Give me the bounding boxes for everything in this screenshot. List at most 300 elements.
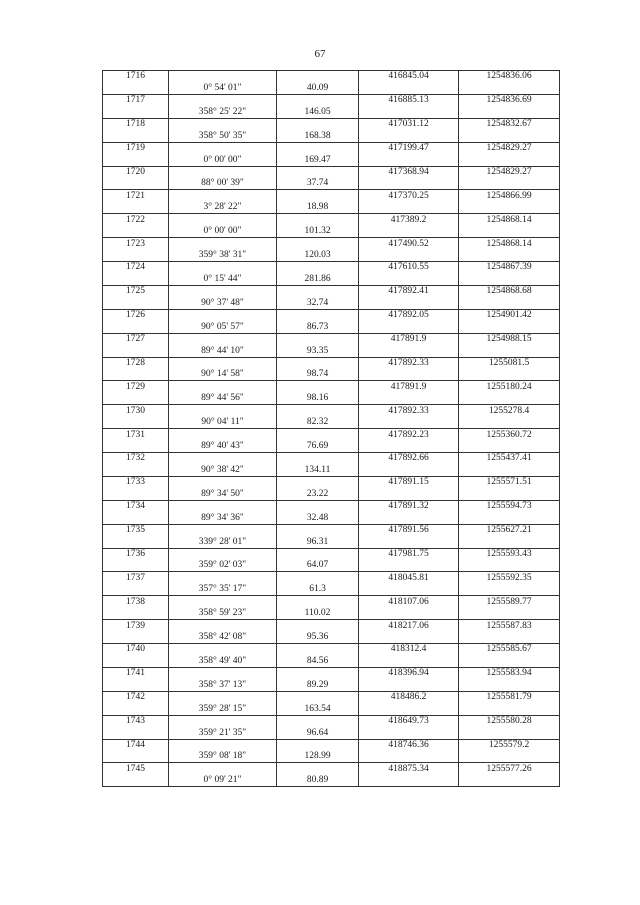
table-row <box>103 667 560 679</box>
empty-cell <box>277 190 359 202</box>
empty-cell <box>169 309 277 321</box>
x-coordinate-cell: 418312.4 <box>359 644 459 656</box>
empty-cell <box>103 226 169 238</box>
point-cell: 1722 <box>103 214 169 226</box>
empty-cell <box>277 381 359 393</box>
distance-cell: 128.99 <box>277 751 359 763</box>
empty-cell <box>103 488 169 500</box>
empty-cell <box>359 727 459 739</box>
empty-cell <box>459 584 560 596</box>
distance-cell: 134.11 <box>277 464 359 476</box>
table-row <box>103 691 560 703</box>
distance-cell: 281.86 <box>277 273 359 285</box>
empty-cell <box>359 321 459 333</box>
x-coordinate-cell: 418107.06 <box>359 596 459 608</box>
point-cell: 1744 <box>103 739 169 751</box>
empty-cell <box>277 309 359 321</box>
empty-cell <box>359 703 459 715</box>
empty-cell <box>169 476 277 488</box>
empty-cell <box>359 632 459 644</box>
empty-cell <box>103 679 169 691</box>
empty-cell <box>103 608 169 620</box>
bearing-cell: 359° 38' 31" <box>169 250 277 262</box>
x-coordinate-cell: 418746.36 <box>359 739 459 751</box>
table-row <box>103 512 560 524</box>
table-row <box>103 763 560 775</box>
empty-cell <box>359 250 459 262</box>
table-row <box>103 715 560 727</box>
bearing-cell: 89° 44' 10" <box>169 345 277 357</box>
table-row <box>103 417 560 429</box>
empty-cell <box>169 381 277 393</box>
empty-cell <box>459 703 560 715</box>
empty-cell <box>169 118 277 130</box>
empty-cell <box>277 739 359 751</box>
table-row <box>103 560 560 572</box>
bearing-cell: 90° 04' 11" <box>169 417 277 429</box>
x-coordinate-cell: 416885.13 <box>359 94 459 106</box>
y-coordinate-cell: 1255581.79 <box>459 691 560 703</box>
empty-cell <box>169 214 277 226</box>
y-coordinate-cell: 1254829.27 <box>459 166 560 178</box>
table-row <box>103 297 560 309</box>
table-row <box>103 285 560 297</box>
empty-cell <box>103 464 169 476</box>
table-row <box>103 82 560 94</box>
y-coordinate-cell: 1254868.14 <box>459 214 560 226</box>
empty-cell <box>103 345 169 357</box>
point-cell: 1736 <box>103 548 169 560</box>
x-coordinate-cell: 417891.9 <box>359 381 459 393</box>
empty-cell <box>103 178 169 190</box>
y-coordinate-cell: 1254836.69 <box>459 94 560 106</box>
distance-cell: 84.56 <box>277 655 359 667</box>
bearing-cell: 90° 38' 42" <box>169 464 277 476</box>
table-row <box>103 429 560 441</box>
point-cell: 1740 <box>103 644 169 656</box>
y-coordinate-cell: 1254867.39 <box>459 262 560 274</box>
empty-cell <box>459 441 560 453</box>
table-row <box>103 345 560 357</box>
y-coordinate-cell: 1255587.83 <box>459 620 560 632</box>
bearing-cell: 358° 42' 08" <box>169 632 277 644</box>
empty-cell <box>103 106 169 118</box>
empty-cell <box>277 285 359 297</box>
distance-cell: 80.89 <box>277 775 359 787</box>
empty-cell <box>103 130 169 142</box>
empty-cell <box>277 71 359 83</box>
empty-cell <box>359 751 459 763</box>
empty-cell <box>103 703 169 715</box>
empty-cell <box>359 464 459 476</box>
x-coordinate-cell: 417610.55 <box>359 262 459 274</box>
empty-cell <box>459 178 560 190</box>
point-cell: 1718 <box>103 118 169 130</box>
empty-cell <box>277 94 359 106</box>
table-row <box>103 190 560 202</box>
table-row <box>103 453 560 465</box>
empty-cell <box>169 548 277 560</box>
bearing-cell: 89° 34' 36" <box>169 512 277 524</box>
distance-cell: 146.05 <box>277 106 359 118</box>
empty-cell <box>359 584 459 596</box>
empty-cell <box>169 691 277 703</box>
empty-cell <box>169 620 277 632</box>
empty-cell <box>359 226 459 238</box>
bearing-cell: 3° 28' 22" <box>169 202 277 214</box>
y-coordinate-cell: 1254832.67 <box>459 118 560 130</box>
point-cell: 1731 <box>103 429 169 441</box>
empty-cell <box>359 154 459 166</box>
bearing-cell: 90° 37' 48" <box>169 297 277 309</box>
y-coordinate-cell: 1255571.51 <box>459 476 560 488</box>
empty-cell <box>103 632 169 644</box>
empty-cell <box>459 250 560 262</box>
y-coordinate-cell: 1255081.5 <box>459 357 560 369</box>
x-coordinate-cell: 417891.32 <box>359 500 459 512</box>
empty-cell <box>459 512 560 524</box>
y-coordinate-cell: 1255579.2 <box>459 739 560 751</box>
bearing-cell: 90° 05' 57" <box>169 321 277 333</box>
empty-cell <box>103 82 169 94</box>
table-row <box>103 679 560 691</box>
table-row <box>103 739 560 751</box>
table-row <box>103 94 560 106</box>
empty-cell <box>359 369 459 381</box>
empty-cell <box>459 608 560 620</box>
empty-cell <box>103 250 169 262</box>
empty-cell <box>103 512 169 524</box>
y-coordinate-cell: 1255180.24 <box>459 381 560 393</box>
y-coordinate-cell: 1255589.77 <box>459 596 560 608</box>
empty-cell <box>359 106 459 118</box>
empty-cell <box>277 691 359 703</box>
empty-cell <box>359 202 459 214</box>
distance-cell: 32.74 <box>277 297 359 309</box>
empty-cell <box>359 775 459 787</box>
x-coordinate-cell: 417892.33 <box>359 405 459 417</box>
bearing-cell: 359° 28' 15" <box>169 703 277 715</box>
bearing-cell: 358° 37' 13" <box>169 679 277 691</box>
empty-cell <box>169 429 277 441</box>
y-coordinate-cell: 1255594.73 <box>459 500 560 512</box>
empty-cell <box>103 441 169 453</box>
point-cell: 1730 <box>103 405 169 417</box>
empty-cell <box>359 82 459 94</box>
distance-cell: 40.09 <box>277 82 359 94</box>
empty-cell <box>277 572 359 584</box>
y-coordinate-cell: 1255593.43 <box>459 548 560 560</box>
empty-cell <box>277 715 359 727</box>
empty-cell <box>277 238 359 250</box>
y-coordinate-cell: 1254836.06 <box>459 71 560 83</box>
point-cell: 1741 <box>103 667 169 679</box>
empty-cell <box>459 560 560 572</box>
empty-cell <box>103 369 169 381</box>
empty-cell <box>169 596 277 608</box>
table-row <box>103 226 560 238</box>
point-cell: 1742 <box>103 691 169 703</box>
distance-cell: 101.32 <box>277 226 359 238</box>
empty-cell <box>359 536 459 548</box>
table-row <box>103 632 560 644</box>
bearing-cell: 339° 28' 01" <box>169 536 277 548</box>
x-coordinate-cell: 417368.94 <box>359 166 459 178</box>
empty-cell <box>459 393 560 405</box>
table-row <box>103 476 560 488</box>
empty-cell <box>359 560 459 572</box>
point-cell: 1733 <box>103 476 169 488</box>
empty-cell <box>277 548 359 560</box>
empty-cell <box>103 727 169 739</box>
table-row <box>103 309 560 321</box>
table-row <box>103 130 560 142</box>
empty-cell <box>169 285 277 297</box>
distance-cell: 98.74 <box>277 369 359 381</box>
empty-cell <box>459 130 560 142</box>
empty-cell <box>277 500 359 512</box>
table-row <box>103 333 560 345</box>
table-row <box>103 154 560 166</box>
empty-cell <box>103 297 169 309</box>
empty-cell <box>169 405 277 417</box>
y-coordinate-cell: 1254866.99 <box>459 190 560 202</box>
empty-cell <box>459 751 560 763</box>
bearing-cell: 0° 15' 44" <box>169 273 277 285</box>
bearing-cell: 90° 14' 58" <box>169 369 277 381</box>
empty-cell <box>459 226 560 238</box>
empty-cell <box>169 142 277 154</box>
empty-cell <box>359 441 459 453</box>
table-row <box>103 655 560 667</box>
table-row <box>103 596 560 608</box>
point-cell: 1723 <box>103 238 169 250</box>
distance-cell: 120.03 <box>277 250 359 262</box>
point-cell: 1745 <box>103 763 169 775</box>
empty-cell <box>459 655 560 667</box>
y-coordinate-cell: 1255577.26 <box>459 763 560 775</box>
table-row <box>103 178 560 190</box>
table-row <box>103 644 560 656</box>
table-row <box>103 524 560 536</box>
empty-cell <box>169 238 277 250</box>
table-row <box>103 441 560 453</box>
empty-cell <box>277 262 359 274</box>
empty-cell <box>169 500 277 512</box>
empty-cell <box>169 166 277 178</box>
empty-cell <box>459 632 560 644</box>
empty-cell <box>169 667 277 679</box>
empty-cell <box>459 154 560 166</box>
point-cell: 1716 <box>103 71 169 83</box>
bearing-cell: 358° 59' 23" <box>169 608 277 620</box>
point-cell: 1735 <box>103 524 169 536</box>
y-coordinate-cell: 1255592.35 <box>459 572 560 584</box>
y-coordinate-cell: 1254829.27 <box>459 142 560 154</box>
empty-cell <box>277 166 359 178</box>
empty-cell <box>359 345 459 357</box>
x-coordinate-cell: 417892.33 <box>359 357 459 369</box>
x-coordinate-cell: 418045.81 <box>359 572 459 584</box>
distance-cell: 37.74 <box>277 178 359 190</box>
table-row <box>103 106 560 118</box>
distance-cell: 89.29 <box>277 679 359 691</box>
empty-cell <box>459 106 560 118</box>
table-row <box>103 727 560 739</box>
empty-cell <box>169 190 277 202</box>
point-cell: 1726 <box>103 309 169 321</box>
empty-cell <box>277 214 359 226</box>
x-coordinate-cell: 417891.56 <box>359 524 459 536</box>
empty-cell <box>277 357 359 369</box>
empty-cell <box>103 273 169 285</box>
y-coordinate-cell: 1255627.21 <box>459 524 560 536</box>
bearing-cell: 358° 25' 22" <box>169 106 277 118</box>
empty-cell <box>169 715 277 727</box>
distance-cell: 76.69 <box>277 441 359 453</box>
table-row <box>103 321 560 333</box>
empty-cell <box>103 751 169 763</box>
x-coordinate-cell: 417891.15 <box>359 476 459 488</box>
bearing-cell: 0° 54' 01" <box>169 82 277 94</box>
empty-cell <box>359 393 459 405</box>
empty-cell <box>459 727 560 739</box>
empty-cell <box>169 644 277 656</box>
empty-cell <box>459 775 560 787</box>
empty-cell <box>459 202 560 214</box>
x-coordinate-cell: 417892.23 <box>359 429 459 441</box>
table-row <box>103 488 560 500</box>
table-row <box>103 381 560 393</box>
table-row <box>103 262 560 274</box>
table-row <box>103 405 560 417</box>
empty-cell <box>359 512 459 524</box>
point-cell: 1719 <box>103 142 169 154</box>
x-coordinate-cell: 417031.12 <box>359 118 459 130</box>
point-cell: 1728 <box>103 357 169 369</box>
point-cell: 1743 <box>103 715 169 727</box>
empty-cell <box>169 71 277 83</box>
x-coordinate-cell: 417892.05 <box>359 309 459 321</box>
empty-cell <box>169 763 277 775</box>
x-coordinate-cell: 418649.73 <box>359 715 459 727</box>
empty-cell <box>169 262 277 274</box>
distance-cell: 95.36 <box>277 632 359 644</box>
table-row <box>103 608 560 620</box>
empty-cell <box>103 321 169 333</box>
distance-cell: 96.31 <box>277 536 359 548</box>
empty-cell <box>459 297 560 309</box>
table-row <box>103 751 560 763</box>
empty-cell <box>169 333 277 345</box>
empty-cell <box>277 142 359 154</box>
x-coordinate-cell: 418396.94 <box>359 667 459 679</box>
table-row <box>103 142 560 154</box>
y-coordinate-cell: 1255360.72 <box>459 429 560 441</box>
bearing-cell: 0° 00' 00" <box>169 226 277 238</box>
table-row <box>103 584 560 596</box>
distance-cell: 18.98 <box>277 202 359 214</box>
y-coordinate-cell: 1255278.4 <box>459 405 560 417</box>
table-row <box>103 202 560 214</box>
empty-cell <box>103 154 169 166</box>
bearing-cell: 89° 40' 43" <box>169 441 277 453</box>
coordinates-table <box>102 70 560 787</box>
empty-cell <box>359 178 459 190</box>
empty-cell <box>459 82 560 94</box>
point-cell: 1727 <box>103 333 169 345</box>
table-row <box>103 620 560 632</box>
y-coordinate-cell: 1254868.68 <box>459 285 560 297</box>
empty-cell <box>359 655 459 667</box>
empty-cell <box>277 429 359 441</box>
distance-cell: 163.54 <box>277 703 359 715</box>
empty-cell <box>359 488 459 500</box>
bearing-cell: 358° 50' 35" <box>169 130 277 142</box>
empty-cell <box>359 297 459 309</box>
table-row <box>103 536 560 548</box>
empty-cell <box>459 488 560 500</box>
distance-cell: 110.02 <box>277 608 359 620</box>
empty-cell <box>459 417 560 429</box>
y-coordinate-cell: 1254901.42 <box>459 309 560 321</box>
empty-cell <box>459 679 560 691</box>
empty-cell <box>459 321 560 333</box>
empty-cell <box>277 667 359 679</box>
table-body <box>103 71 560 787</box>
empty-cell <box>103 655 169 667</box>
table-row <box>103 166 560 178</box>
bearing-cell: 359° 08' 18" <box>169 751 277 763</box>
distance-cell: 86.73 <box>277 321 359 333</box>
empty-cell <box>169 453 277 465</box>
distance-cell: 96.64 <box>277 727 359 739</box>
empty-cell <box>459 369 560 381</box>
x-coordinate-cell: 418875.34 <box>359 763 459 775</box>
x-coordinate-cell: 417892.41 <box>359 285 459 297</box>
empty-cell <box>277 596 359 608</box>
empty-cell <box>169 524 277 536</box>
bearing-cell: 0° 09' 21" <box>169 775 277 787</box>
bearing-cell: 358° 49' 40" <box>169 655 277 667</box>
empty-cell <box>277 524 359 536</box>
x-coordinate-cell: 417370.25 <box>359 190 459 202</box>
empty-cell <box>277 476 359 488</box>
point-cell: 1734 <box>103 500 169 512</box>
table-row <box>103 548 560 560</box>
empty-cell <box>277 644 359 656</box>
table-row <box>103 775 560 787</box>
bearing-cell: 88° 00' 39" <box>169 178 277 190</box>
empty-cell <box>359 417 459 429</box>
bearing-cell: 0° 00' 00" <box>169 154 277 166</box>
empty-cell <box>359 608 459 620</box>
empty-cell <box>169 357 277 369</box>
empty-cell <box>277 763 359 775</box>
empty-cell <box>459 536 560 548</box>
x-coordinate-cell: 417490.52 <box>359 238 459 250</box>
table-row <box>103 369 560 381</box>
empty-cell <box>359 273 459 285</box>
empty-cell <box>277 333 359 345</box>
empty-cell <box>277 453 359 465</box>
distance-cell: 98.16 <box>277 393 359 405</box>
distance-cell: 32.48 <box>277 512 359 524</box>
y-coordinate-cell: 1254988.15 <box>459 333 560 345</box>
table-row <box>103 214 560 226</box>
distance-cell: 82.32 <box>277 417 359 429</box>
point-cell: 1738 <box>103 596 169 608</box>
